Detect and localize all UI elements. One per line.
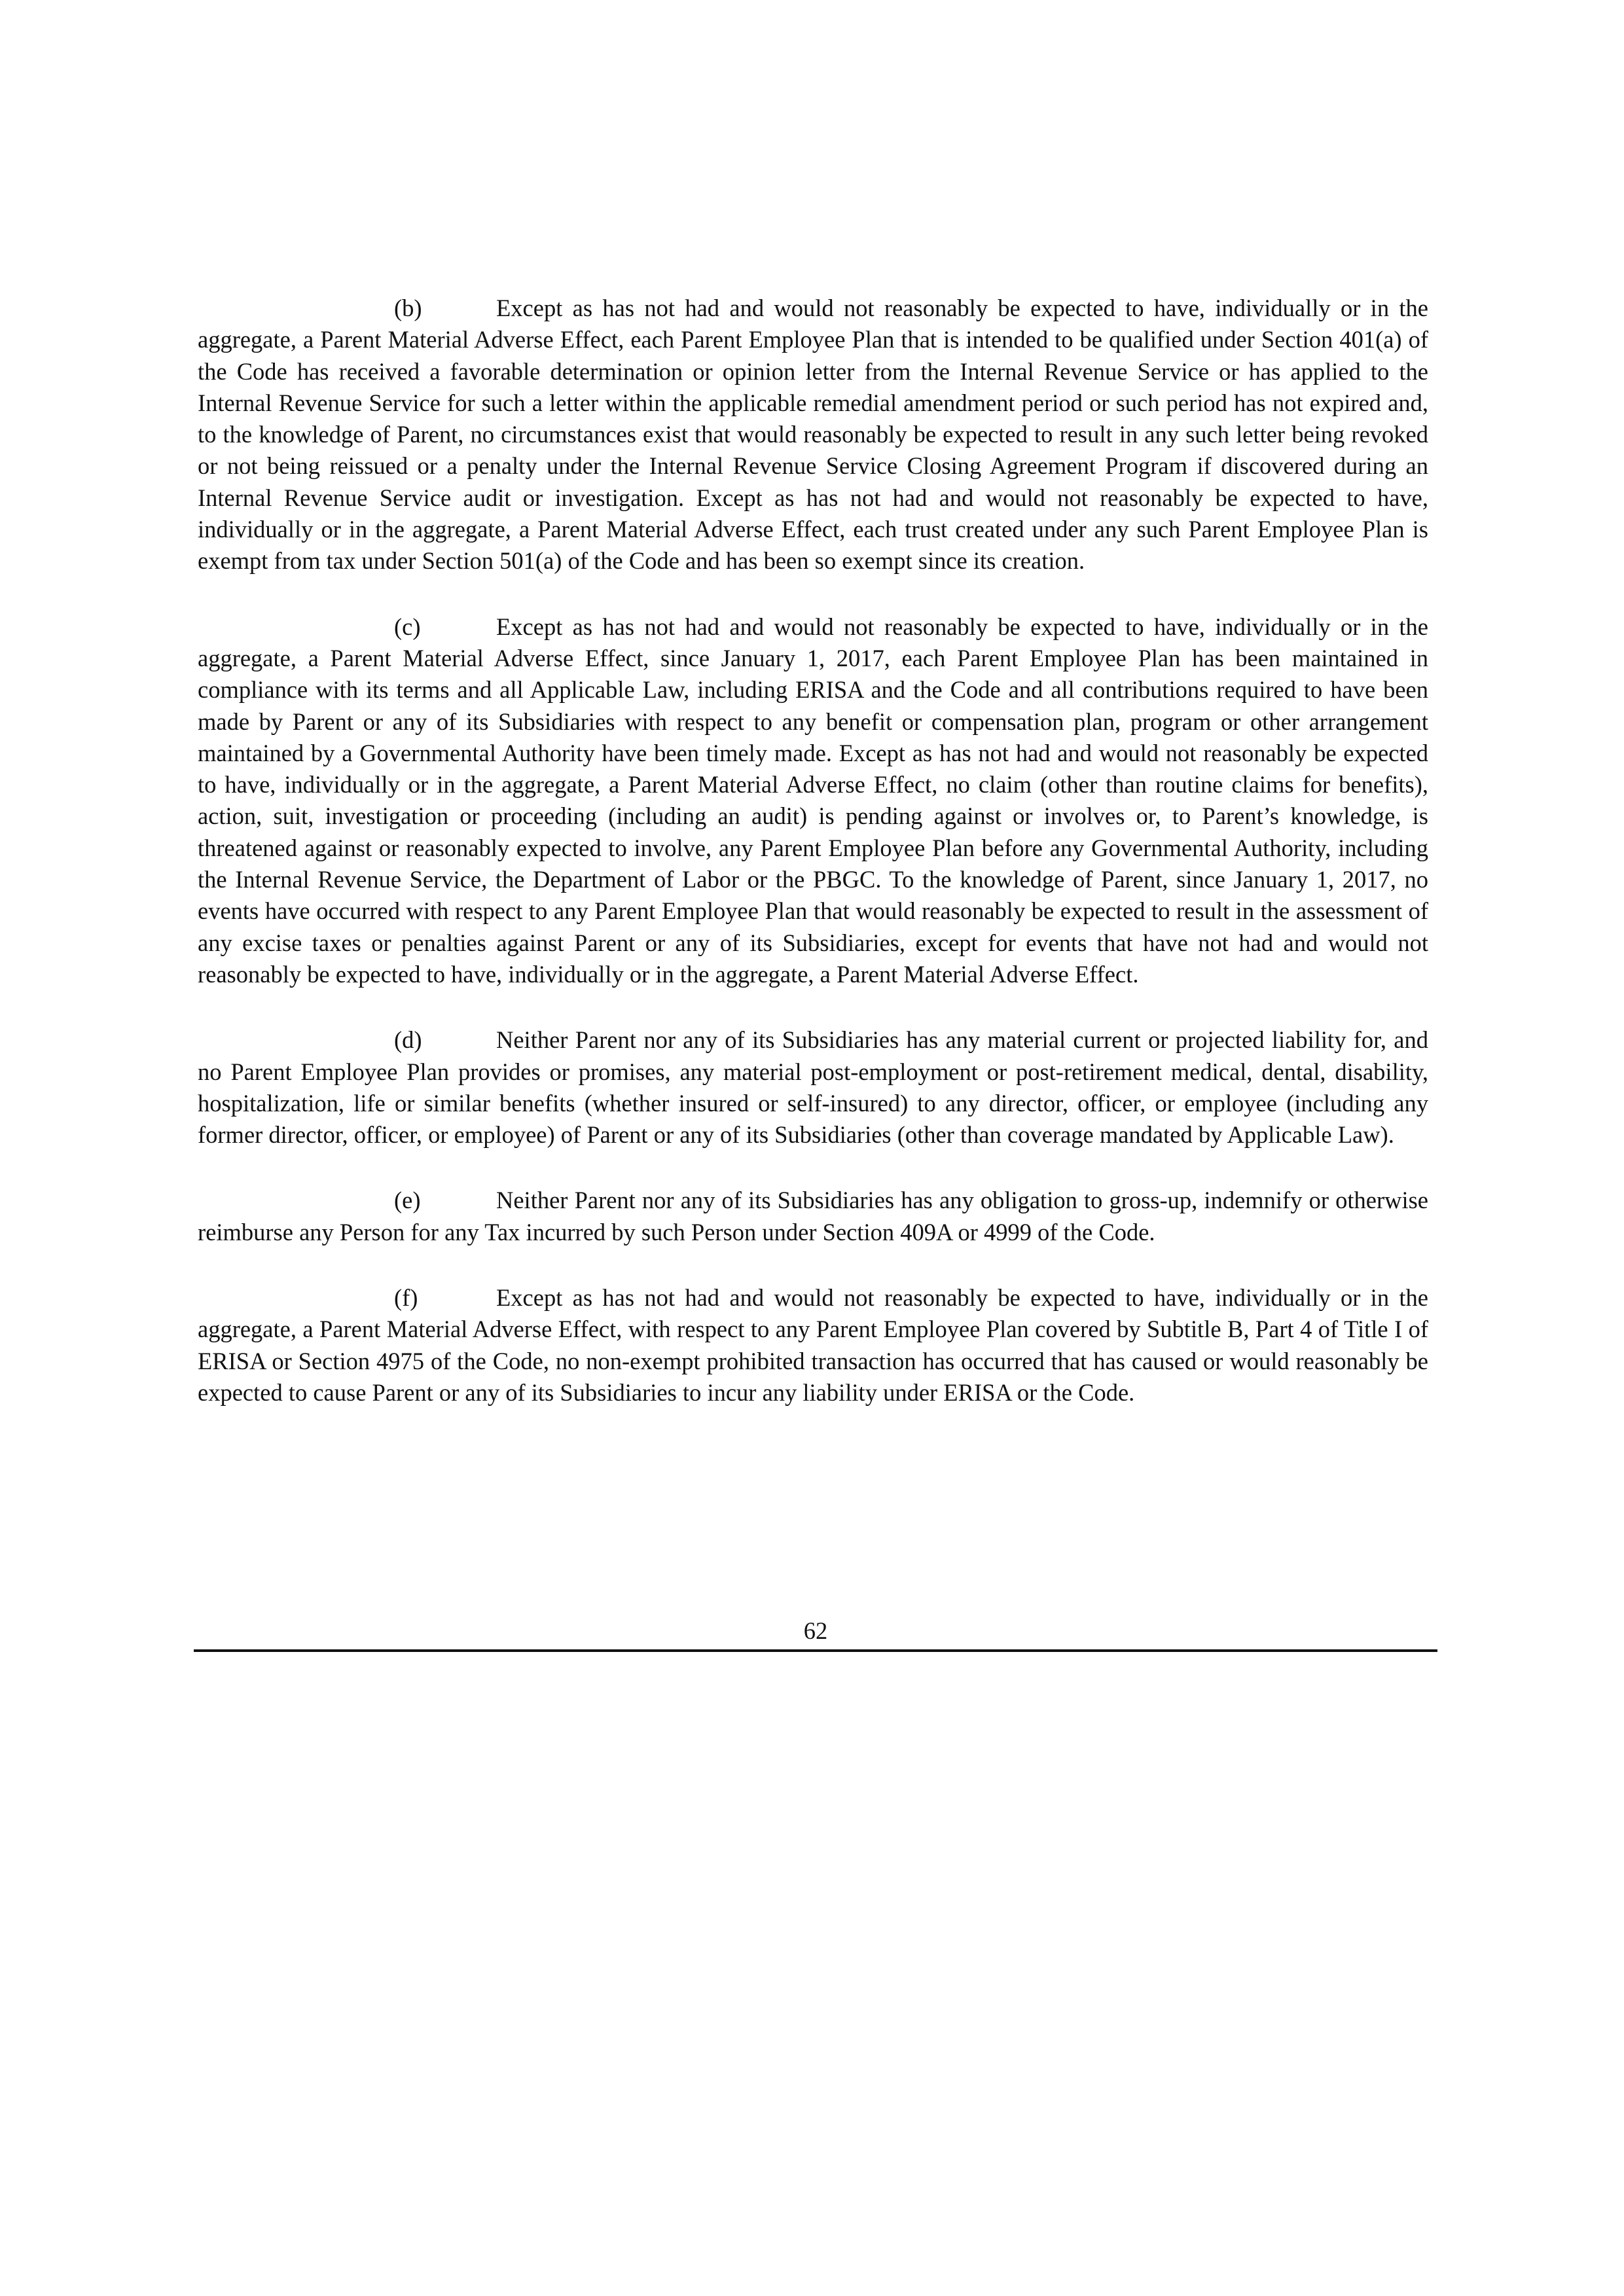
paragraph-c bbox=[198, 611, 1428, 991]
paragraph-e bbox=[198, 1185, 1428, 1248]
paragraph-text: Except as has not had and would not reasonably be expected to have, individually or in the aggregate, a Parent Material Adverse Effect, each Parent Employee Plan that is intended to be qualified under Section 401(a) of the Code has received a favorable determination or opinion letter from the Internal Revenue Service or has applied to the Internal Revenue Service for such a letter within the applicable remedial amendment period or such period has not expired and, to the knowledge of Parent, no circumstances exist that would reasonably be expected to result in any such letter being revoked or not being reissued or a penalty under the Internal Revenue Service Closing Agreement Program if discovered during an Internal Revenue Service audit or investigation. Except as has not had and would not reasonably be expected to have, individually or in the aggregate, a Parent Material Adverse Effect, each trust created under any such Parent Employee Plan is exempt from tax under Section 501(a) of the Code and has been so exempt since its creation. bbox=[198, 295, 1428, 575]
paragraph-marker: (e) bbox=[394, 1187, 421, 1214]
page-footer bbox=[194, 1617, 1437, 1652]
paragraph-b bbox=[198, 293, 1428, 577]
paragraph-f bbox=[198, 1282, 1428, 1408]
footer-rule bbox=[194, 1649, 1437, 1652]
paragraph-text: Neither Parent nor any of its Subsidiaries has any material current or projected liability for, and no Parent Employee Plan provides or promises, any material post-employment or post-retirement medical, dental, disability, hospitalization, life or similar benefits (whether insured or self-insured) to any director, officer, or employee (including any former director, officer, or employee) of Parent or any of its Subsidiaries (other than coverage mandated by Applicable Law). bbox=[198, 1026, 1428, 1149]
paragraph-d bbox=[198, 1024, 1428, 1151]
paragraph-marker: (f) bbox=[394, 1284, 418, 1312]
page-number: 62 bbox=[803, 1617, 828, 1644]
paragraph-text: Except as has not had and would not reasonably be expected to have, individually or in the aggregate, a Parent Material Adverse Effect, with respect to any Parent Employee Plan covered by Subtitle B, Part 4 of Title I of ERISA or Section 4975 of the Code, no non-exempt prohibited transaction has occurred that has caused or would reasonably be expected to cause Parent or any of its Subsidiaries to incur any liability under ERISA or the Code. bbox=[198, 1284, 1428, 1406]
paragraph-marker: (b) bbox=[394, 295, 422, 321]
paragraph-text: Neither Parent nor any of its Subsidiaries has any obligation to gross-up, indemnify or otherwise reimburse any Person for any Tax incurred by such Person under Section 409A or 4999 of the Code. bbox=[198, 1187, 1428, 1246]
paragraph-text: Except as has not had and would not reasonably be expected to have, individually or in the aggregate, a Parent Material Adverse Effect, since January 1, 2017, each Parent Employee Plan has been maintained in compliance with its terms and all Applicable Law, including ERISA and the Code and all contributions required to have been made by Parent or any of its Subsidiaries with respect to any benefit or compensation plan, program or other arrangement maintained by a Governmental Authority have been timely made. Except as has not had and would not reasonably be expected to have, individually or in the aggregate, a Parent Material Adverse Effect, no claim (other than routine claims for benefits), action, suit, investigation or proceeding (including an audit) is pending against or involves or, to Parent’s knowledge, is threatened against or reasonably expected to involve, any Parent Employee Plan before any Governmental Authority, including the Internal Revenue Service, the Department of Labor or the PBGC. To the knowledge of Parent, since January 1, 2017, no events have occurred with respect to any Parent Employee Plan that would reasonably be expected to result in the assessment of any excise taxes or penalties against Parent or any of its Subsidiaries, except for events that have not had and would not reasonably be expected to have, individually or in the aggregate, a Parent Material Adverse Effect. bbox=[198, 613, 1428, 988]
paragraph-marker: (d) bbox=[394, 1026, 422, 1054]
paragraph-marker: (c) bbox=[394, 613, 421, 640]
document-body bbox=[198, 293, 1428, 1443]
